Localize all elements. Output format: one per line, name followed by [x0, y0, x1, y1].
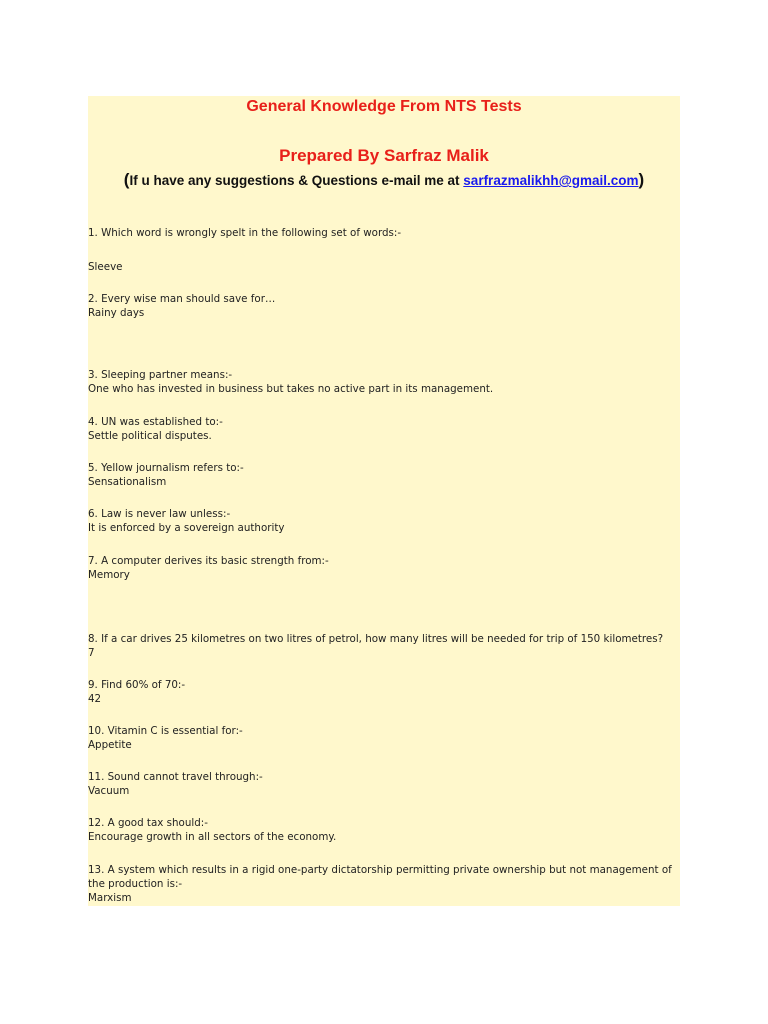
- answer-text: Encourage growth in all sectors of the economy.: [88, 831, 337, 843]
- qa-item-13: [88, 863, 680, 905]
- document-subtitle: Prepared By Sarfraz Malik: [279, 146, 489, 165]
- qa-item-12: [88, 816, 680, 844]
- question-text: 8. If a car drives 25 kilometres on two litres of petrol, how many litres will be needed for trip of 150 kilometres?: [88, 633, 664, 645]
- answer-text: Rainy days: [88, 307, 145, 319]
- question-text: 5. Yellow journalism refers to:-: [88, 462, 244, 474]
- question-text: 2. Every wise man should save for…: [88, 293, 276, 305]
- email-link[interactable]: sarfrazmalikhh@gmail.com: [463, 173, 639, 188]
- qa-item-8: [88, 632, 680, 660]
- question-text: 11. Sound cannot travel through:-: [88, 771, 263, 783]
- question-text: 3. Sleeping partner means:-: [88, 369, 233, 381]
- qa-item-6: [88, 507, 680, 535]
- qa-item-7: [88, 554, 680, 582]
- contact-close-paren: ): [638, 170, 645, 189]
- answer-text: One who has invested in business but takes no active part in its management.: [88, 383, 494, 395]
- answer-text: Appetite: [88, 739, 132, 751]
- qa-item-3: [88, 368, 680, 396]
- answer-text: It is enforced by a sovereign authority: [88, 522, 285, 534]
- answer-text: Settle political disputes.: [88, 430, 212, 442]
- answer-text: Sensationalism: [88, 476, 167, 488]
- question-text: 1. Which word is wrongly spelt in the following set of words:-: [88, 227, 402, 239]
- qa-item-5: [88, 461, 680, 489]
- qa-item-9: [88, 678, 680, 706]
- document-title: General Knowledge From NTS Tests: [246, 98, 522, 115]
- answer-text: Vacuum: [88, 785, 130, 797]
- answer-text: Memory: [88, 569, 130, 581]
- content-panel: [88, 96, 680, 906]
- answer-text: 7: [88, 647, 95, 659]
- answer-text: Sleeve: [88, 261, 123, 273]
- question-text: 13. A system which results in a rigid one-party dictatorship permitting private ownership but not management of the production is:-: [88, 864, 672, 890]
- qa-item-1: [88, 226, 680, 274]
- answer-text: Marxism: [88, 892, 132, 904]
- qa-item-10: [88, 724, 680, 752]
- contact-prefix: If u have any suggestions & Questions e-mail me at: [129, 173, 464, 188]
- question-text: 4. UN was established to:-: [88, 416, 223, 428]
- qa-item-11: [88, 770, 680, 798]
- question-text: 10. Vitamin C is essential for:-: [88, 725, 243, 737]
- answer-text: 42: [88, 693, 102, 705]
- qa-item-4: [88, 415, 680, 443]
- question-text: 7. A computer derives its basic strength from:-: [88, 555, 329, 567]
- qa-item-2: [88, 292, 680, 320]
- contact-line: [88, 170, 680, 190]
- question-text: 12. A good tax should:-: [88, 817, 208, 829]
- question-text: 9. Find 60% of 70:-: [88, 679, 186, 691]
- question-text: 6. Law is never law unless:-: [88, 508, 231, 520]
- contact-open-paren: (: [123, 170, 130, 189]
